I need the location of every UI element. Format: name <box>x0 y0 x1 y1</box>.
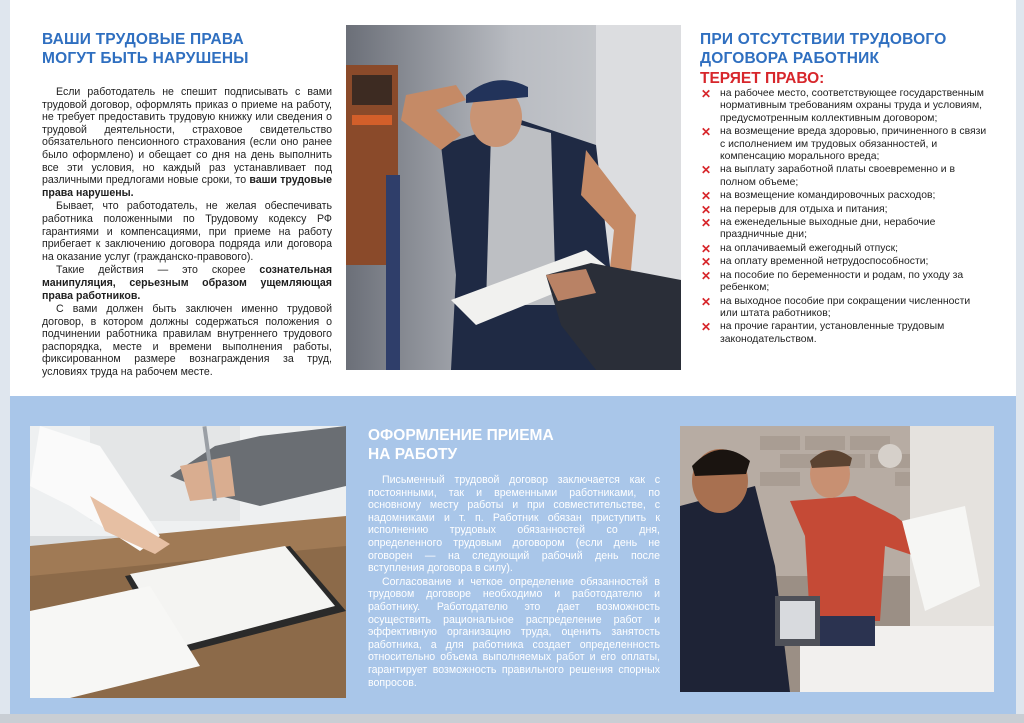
paragraph <box>42 264 332 302</box>
hiring-text <box>368 474 660 690</box>
paragraph-text: Такие действия — это скорее <box>56 264 260 277</box>
list-item-text: на пособие по беременности и родам, по уходу за ребенком; <box>720 269 964 294</box>
paragraph-text: Если работодатель не спешит подписывать с вами трудовой договор, оформлять приказ о приеме на работу, не требует предоставить трудовую книжку или сведения о трудовой деятельности, страховое свидетельство обязательного пенсионного страхования (если оно ранее было оформлено) и обещает со дня на день выполнить все эти условия, но каждый раз устанавливает под различными предлогами новые сроки, то <box>42 86 332 187</box>
cross-icon: ✕ <box>701 163 712 178</box>
cross-icon: ✕ <box>701 294 712 309</box>
paragraph-bold: сознательная манипуляция, серьезным образом ущемляющая права работников. <box>42 264 332 302</box>
list-item <box>700 204 990 216</box>
cross-icon: ✕ <box>701 125 712 140</box>
paragraph: Согласование и четкое определение обязанностей в трудовом договоре необходимо и работодателю и работнику. Работодателю это дает возможность осуществить рациональное распределение работ и эффективную организацию труда, оценить занятость работника, а для работника создает определенность относительно объема выполняемых работ и его оплаты, гарантирует возможность правильного решения спорных вопросов. <box>368 575 660 689</box>
list-item-text: на оплачиваемый ежегодный отпуск; <box>720 242 899 254</box>
signing-contract-photo <box>30 426 346 698</box>
signing-contract-illustration <box>30 426 346 698</box>
cross-icon: ✕ <box>701 241 712 256</box>
title-line: ВАШИ ТРУДОВЫЕ ПРАВА <box>42 31 244 48</box>
paragraph: Письменный трудовой договор заключается как с постоянными, так и временными работниками, по основному месту работы и при совместительстве, с надомниками и т. п. Работник обязан приступить к исполнению трудовых обязанностей со дня, определенного трудовым договором (если день не оговорен — на следующий рабочий день после вступления договора в силу). <box>368 474 660 575</box>
angry-employee-illustration <box>680 426 994 692</box>
list-item <box>700 256 990 268</box>
page-edge <box>0 714 1024 723</box>
list-item <box>700 217 990 242</box>
list-item <box>700 296 990 321</box>
list-item <box>700 88 990 125</box>
worried-worker-photo <box>346 25 681 370</box>
rights-violated-text <box>42 86 332 380</box>
list-item-text: на выходное пособие при сокращении численности или штата работников; <box>720 295 971 319</box>
title-line: НА РАБОТУ <box>368 446 458 463</box>
angry-employee-photo <box>680 426 994 692</box>
paragraph <box>42 86 332 199</box>
title-line: ОФОРМЛЕНИЕ ПРИЕМА <box>368 427 554 444</box>
list-item-text: на прочие гарантии, установленные трудовым законодательством. <box>720 321 945 345</box>
list-item-text: на рабочее место, соответствующее государственным нормативным требованиям охраны труда и условиям, предусмотренным коллективным договором; <box>720 88 984 124</box>
list-item <box>700 243 990 255</box>
list-item <box>700 321 990 346</box>
list-item-text: на возмещение вреда здоровью, причиненного в связи с исполнением им трудовых обязанностей, и компенсацию морального вреда; <box>720 126 987 163</box>
list-item-text: на выплату заработной платы своевременно и в полном объеме; <box>720 164 956 188</box>
paragraph: Бывает, что работодатель, не желая обеспечивать работника положенными по Трудовому кодексу РФ гарантиями и компенсациями, при приеме на работу прибегает к заключению договора подряда или договора на оказание услуг (гражданско-правового). <box>42 200 332 263</box>
cross-icon: ✕ <box>701 87 712 101</box>
cross-icon: ✕ <box>701 255 712 270</box>
hiring-title <box>368 426 618 464</box>
paragraph-bold: ваши трудовые права нарушены. <box>42 174 332 199</box>
title-line: МОГУТ БЫТЬ НАРУШЕНЫ <box>42 50 249 67</box>
lost-rights-list <box>700 88 990 347</box>
list-item-text: на возмещение командировочных расходов; <box>720 190 936 202</box>
cross-icon: ✕ <box>701 320 712 335</box>
cross-icon: ✕ <box>701 216 712 231</box>
cross-icon: ✕ <box>701 268 712 283</box>
list-item-text: на еженедельные выходные дни, нерабочие праздничные дни; <box>720 217 936 241</box>
rights-violated-title <box>42 30 302 68</box>
title-line: ПРИ ОТСУТСТВИИ ТРУДОВОГО <box>700 31 947 48</box>
list-item-text: на перерыв для отдыха и питания; <box>720 203 888 215</box>
loses-right-heading: ТЕРЯЕТ ПРАВО: <box>700 70 825 87</box>
no-contract-title <box>700 30 1000 68</box>
cross-icon: ✕ <box>701 202 712 217</box>
paragraph: С вами должен быть заключен именно трудовой договор, в котором должны содержаться положения о подчинении работника правилам внутреннего трудового распорядка, месте и времени выполнения работы, фиксированном размере вознаграждения за труд, условиях труда на рабочем месте. <box>42 303 332 379</box>
list-item <box>700 126 990 163</box>
worried-worker-illustration <box>346 25 681 370</box>
list-item-text: на оплату временной нетрудоспособности; <box>720 256 929 268</box>
list-item <box>700 270 990 295</box>
cross-icon: ✕ <box>701 189 712 204</box>
list-item <box>700 164 990 189</box>
title-line: ДОГОВОРА РАБОТНИК <box>700 50 880 67</box>
list-item <box>700 190 990 202</box>
